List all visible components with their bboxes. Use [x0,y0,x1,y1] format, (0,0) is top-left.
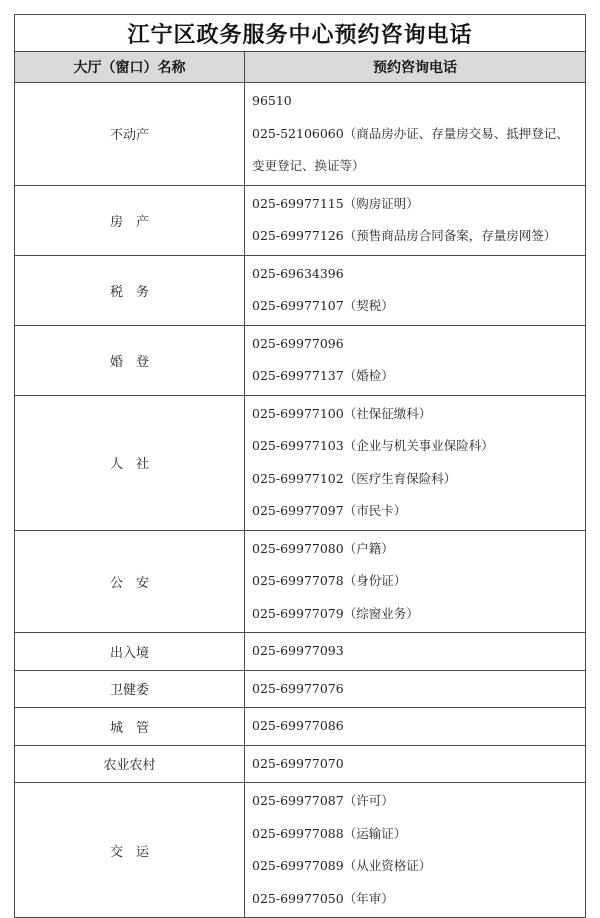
phone-list [245,530,586,633]
table-row [15,255,586,325]
table-row [15,670,586,708]
phone-number: 025-69977093 [252,643,344,658]
phone-list [245,783,586,918]
hall-name: 房 产 [15,185,245,255]
phone-number: 025-69977100（社保征缴科） [252,405,432,421]
phone-list [245,255,586,325]
table-row [15,633,586,671]
phone-number: 025-69634396 [252,265,344,281]
table-row [15,708,586,746]
table-row [15,185,586,255]
table-row [15,783,586,918]
phone-list [245,670,586,708]
phone-number: 025-52106060（商品房办证、存量房交易、抵押登记、变更登记、换证等） [252,125,569,173]
phone-number: 025-69977080（户籍） [252,540,394,556]
table-row [15,395,586,530]
phone-number: 025-69977088（运输证） [252,825,407,841]
hall-name: 公 安 [15,530,245,633]
phone-number: 025-69977102（医疗生育保险科） [252,470,457,486]
title-row [15,15,586,52]
phone-number: 025-69977137（婚检） [252,368,394,383]
phone-list [245,395,586,530]
phone-number: 025-69977086 [252,718,344,733]
phone-number: 025-69977070 [252,755,344,771]
phone-list [245,745,586,783]
phone-list [245,325,586,395]
phone-number: 025-69977097（市民卡） [252,503,407,518]
header-row [15,52,586,83]
hall-column-header: 大厅（窗口）名称 [15,52,245,83]
hall-name: 婚 登 [15,325,245,395]
hall-name: 农业农村 [15,745,245,783]
phone-directory-table [14,14,586,918]
hall-name: 出入境 [15,633,245,671]
phone-column-header: 预约咨询电话 [245,52,586,83]
hall-name: 交 运 [15,783,245,918]
phone-number: 025-69977087（许可） [252,793,394,808]
phone-list [245,633,586,671]
phone-number: 025-69977079（综窗业务） [252,605,419,621]
table-row [15,83,586,186]
phone-number: 025-69977115（购房证明） [252,195,419,211]
hall-name: 卫健委 [15,670,245,708]
phone-number: 025-69977126（预售商品房合同备案，存量房网签） [252,228,557,243]
table-body [15,83,586,918]
phone-list [245,708,586,746]
phone-list [245,185,586,255]
phone-number: 025-69977103（企业与机关事业保险科） [252,438,494,453]
phone-number: 025-69977050（年审） [252,890,394,906]
table-row [15,745,586,783]
phone-list [245,83,586,186]
phone-number: 025-69977089（从业资格证） [252,858,432,873]
page-title: 江宁区政务服务中心预约咨询电话 [15,15,586,52]
phone-number: 025-69977078（身份证） [252,573,407,588]
table-row [15,325,586,395]
hall-name: 税 务 [15,255,245,325]
phone-number: 025-69977096 [252,335,344,351]
hall-name: 人 社 [15,395,245,530]
phone-directory-sheet [14,14,585,918]
hall-name: 城 管 [15,708,245,746]
phone-number: 96510 [252,93,292,108]
phone-number: 025-69977076 [252,680,344,696]
table-row [15,530,586,633]
hall-name: 不动产 [15,83,245,186]
phone-number: 025-69977107（契税） [252,298,394,313]
